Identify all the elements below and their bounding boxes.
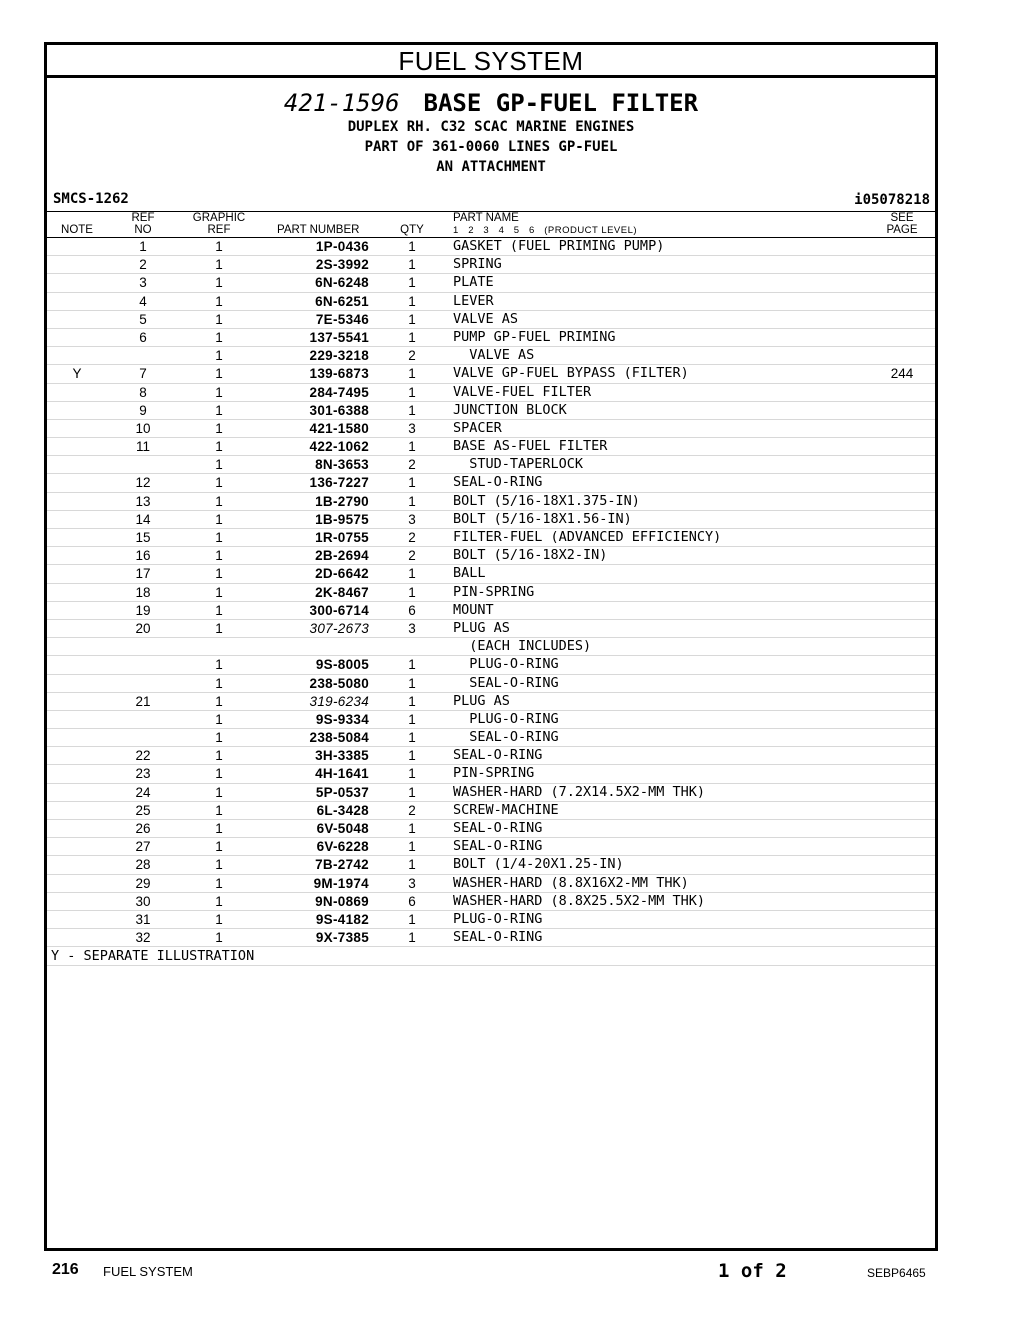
table-row: [47, 784, 935, 802]
part-number-cell: 6N-6248: [315, 275, 369, 291]
qty-cell: 1: [408, 384, 416, 400]
table-row: [47, 638, 935, 656]
graphic-ref-cell: 1: [215, 766, 223, 782]
part-name-cell: SPACER: [453, 419, 502, 436]
ref-no-cell: 6: [139, 329, 147, 345]
col-qty: QTY: [400, 224, 424, 236]
group-heading: [47, 78, 935, 177]
table-row: [47, 929, 935, 947]
note-cell: Y: [72, 366, 82, 382]
part-name-cell: PIN-SPRING: [453, 583, 535, 600]
illustration-id: i05078218: [854, 192, 930, 208]
part-name-cell: VALVE-FUEL FILTER: [453, 383, 592, 400]
table-row: [47, 729, 935, 747]
part-name-cell: BASE AS-FUEL FILTER: [453, 438, 608, 455]
table-row: [47, 656, 935, 674]
qty-cell: 1: [408, 366, 416, 382]
qty-cell: 1: [408, 930, 416, 946]
graphic-ref-cell: 1: [215, 366, 223, 382]
table-row: [47, 365, 935, 383]
part-name-cell: VALVE GP-FUEL BYPASS (FILTER): [453, 365, 689, 382]
table-row: [47, 893, 935, 911]
part-name-cell: FILTER-FUEL (ADVANCED EFFICIENCY): [453, 529, 722, 545]
section-title: FUEL SYSTEM: [47, 45, 935, 78]
part-number-cell: 8N-3653: [315, 457, 369, 473]
part-name-cell: WASHER-HARD (8.8X16X2-MM THK): [453, 874, 689, 891]
graphic-ref-cell: 1: [215, 857, 223, 873]
part-number-cell: 1B-2790: [315, 493, 369, 509]
graphic-ref-cell: 1: [215, 748, 223, 764]
qty-cell: 1: [408, 311, 416, 327]
part-name-cell: PUMP GP-FUEL PRIMING: [453, 328, 616, 345]
part-name-cell: WASHER-HARD (7.2X14.5X2-MM THK): [453, 783, 705, 800]
graphic-ref-cell: 1: [215, 675, 223, 691]
ref-no-cell: 29: [135, 875, 151, 891]
part-number-cell: 6V-5048: [316, 821, 369, 836]
graphic-ref-cell: 1: [215, 693, 223, 709]
ref-no-cell: 8: [139, 384, 147, 400]
table-row: [47, 511, 935, 529]
ref-no-cell: 22: [135, 748, 151, 764]
table-row: [47, 420, 935, 438]
graphic-ref-cell: 1: [215, 657, 223, 673]
col-part-number: PART NUMBER: [277, 224, 360, 236]
part-name-cell: PLATE: [453, 274, 494, 291]
graphic-ref-cell: 1: [215, 784, 223, 800]
ref-no-cell: 28: [135, 857, 151, 873]
qty-cell: 1: [408, 821, 416, 836]
part-number-cell: 2D-6642: [315, 566, 369, 582]
table-row: [47, 238, 935, 256]
qty-cell: 1: [408, 693, 416, 709]
page-number: 216: [52, 1261, 79, 1278]
part-number-cell: 9S-4182: [315, 911, 369, 927]
table-row: [47, 747, 935, 765]
ref-no-cell: 3: [139, 275, 147, 291]
part-number-cell: 6N-6251: [315, 293, 369, 309]
graphic-ref-cell: 1: [215, 620, 223, 636]
graphic-ref-cell: 1: [215, 730, 223, 746]
ref-no-cell: 20: [135, 620, 151, 636]
graphic-ref-cell: 1: [215, 311, 223, 327]
part-number-cell: 1R-0755: [315, 530, 369, 545]
table-row: [47, 274, 935, 292]
ref-no-cell: 1: [139, 239, 147, 254]
col-product-levels: 1 2 3 4 5 6 (PRODUCT LEVEL): [453, 225, 638, 236]
qty-cell: 1: [408, 475, 416, 491]
part-name-cell: SEAL-O-RING: [453, 838, 543, 855]
part-number-cell: 2B-2694: [315, 548, 369, 564]
table-row: [47, 911, 935, 929]
col-see-bottom: PAGE: [886, 224, 918, 236]
col-ref-bottom: NO: [134, 224, 152, 236]
part-number-cell: 5P-0537: [315, 784, 369, 800]
qty-cell: 1: [408, 439, 416, 455]
graphic-ref-cell: 1: [215, 457, 223, 473]
part-name-cell: PLUG-O-RING: [453, 656, 559, 673]
ref-no-cell: 10: [135, 420, 151, 436]
qty-cell: 6: [408, 893, 416, 909]
graphic-ref-cell: 1: [215, 329, 223, 345]
ref-no-cell: 31: [135, 911, 151, 927]
qty-cell: 3: [408, 875, 416, 891]
ref-no-cell: 24: [135, 784, 151, 800]
qty-cell: 3: [408, 420, 416, 436]
graphic-ref-cell: 1: [215, 584, 223, 600]
part-number-cell: 7E-5346: [315, 311, 369, 327]
ref-no-cell: 15: [135, 530, 151, 545]
part-name-cell: VALVE AS: [453, 347, 535, 364]
table-row: [47, 711, 935, 729]
table-row: [47, 311, 935, 329]
part-number-cell: 2S-3992: [315, 257, 369, 273]
heading-line-3: AN ATTACHMENT: [436, 159, 546, 175]
ref-no-cell: 27: [135, 839, 151, 855]
graphic-ref-cell: 1: [215, 511, 223, 527]
part-name-cell: VALVE AS: [453, 310, 519, 327]
part-name-cell: PLUG-O-RING: [453, 710, 559, 727]
part-number-cell: 136-7227: [309, 475, 369, 491]
part-name-cell: WASHER-HARD (8.8X25.5X2-MM THK): [453, 892, 705, 909]
col-graphic-bottom: REF: [207, 224, 231, 236]
ref-no-cell: 13: [135, 493, 151, 509]
ref-no-cell: 4: [139, 293, 147, 309]
qty-cell: 2: [408, 548, 416, 564]
qty-cell: 1: [408, 784, 416, 800]
part-number-cell: 9X-7385: [315, 930, 369, 946]
ref-no-cell: 18: [135, 584, 151, 600]
part-name-cell: JUNCTION BLOCK: [453, 401, 567, 418]
graphic-ref-cell: 1: [215, 930, 223, 946]
document-code: SEBP6465: [867, 1266, 926, 1280]
part-number-cell: 2K-8467: [315, 584, 369, 600]
table-row: [47, 347, 935, 365]
graphic-ref-cell: 1: [215, 711, 223, 727]
table-row: [47, 584, 935, 602]
see-page-cell: 244: [890, 366, 914, 382]
qty-cell: 1: [408, 293, 416, 309]
qty-cell: 1: [408, 584, 416, 600]
qty-cell: 1: [408, 839, 416, 855]
graphic-ref-cell: 1: [215, 293, 223, 309]
ref-no-cell: 14: [135, 511, 151, 527]
footnote: Y - SEPARATE ILLUSTRATION: [47, 947, 935, 966]
part-name-cell: PLUG AS: [453, 619, 510, 636]
ref-no-cell: 2: [139, 257, 147, 273]
part-name-cell: SCREW-MACHINE: [453, 801, 559, 818]
part-name-cell: (EACH INCLUDES): [453, 638, 592, 655]
qty-cell: 1: [408, 402, 416, 418]
qty-cell: 1: [408, 766, 416, 782]
part-number-cell: 9S-9334: [315, 711, 369, 727]
table-row: [47, 620, 935, 638]
table-row: [47, 329, 935, 347]
table-row: [47, 384, 935, 402]
qty-cell: 1: [408, 675, 416, 691]
table-row: [47, 293, 935, 311]
group-part-number: 421-1596: [283, 89, 400, 117]
part-number-cell: 238-5080: [309, 675, 369, 691]
qty-cell: 1: [408, 493, 416, 509]
table-row: [47, 402, 935, 420]
part-number-cell: 301-6388: [309, 402, 369, 418]
part-number-cell: 7B-2742: [315, 857, 369, 873]
qty-cell: 2: [408, 802, 416, 818]
part-name-cell: MOUNT: [453, 601, 494, 618]
table-row: [47, 547, 935, 565]
graphic-ref-cell: 1: [215, 420, 223, 436]
part-name-cell: BOLT (5/16-18X1.375-IN): [453, 492, 640, 509]
part-number-cell: 9N-0869: [315, 893, 369, 909]
parts-list: [47, 238, 935, 947]
ref-no-cell: 7: [139, 366, 147, 382]
graphic-ref-cell: 1: [215, 911, 223, 927]
ref-no-cell: 5: [139, 311, 147, 327]
ref-no-cell: 21: [135, 693, 151, 709]
table-row: [47, 529, 935, 547]
smcs-code: SMCS-1262: [53, 191, 129, 207]
graphic-ref-cell: 1: [215, 802, 223, 818]
qty-cell: 1: [408, 329, 416, 345]
ref-no-cell: 12: [135, 475, 151, 491]
table-row: [47, 675, 935, 693]
ref-no-cell: 25: [135, 802, 151, 818]
part-number-cell: 238-5084: [309, 730, 369, 746]
graphic-ref-cell: 1: [215, 402, 223, 418]
graphic-ref-cell: 1: [215, 275, 223, 291]
table-row: [47, 456, 935, 474]
page-footer: [0, 1260, 1020, 1290]
part-name-cell: SPRING: [453, 256, 502, 273]
part-number-cell: 9S-8005: [315, 657, 369, 673]
table-row: [47, 802, 935, 820]
qty-cell: 1: [408, 566, 416, 582]
graphic-ref-cell: 1: [215, 384, 223, 400]
graphic-ref-cell: 1: [215, 839, 223, 855]
graphic-ref-cell: 1: [215, 530, 223, 545]
graphic-ref-cell: 1: [215, 475, 223, 491]
table-row: [47, 602, 935, 620]
page-of: 1 of 2: [718, 1260, 787, 1282]
part-number-cell: 422-1062: [309, 439, 369, 455]
ref-no-cell: 23: [135, 766, 151, 782]
col-ref-top: REF: [131, 212, 155, 224]
qty-cell: 1: [408, 857, 416, 873]
part-number-cell: 421-1580: [309, 420, 369, 436]
column-header: [47, 212, 935, 238]
qty-cell: 3: [408, 620, 416, 636]
ref-no-cell: 17: [135, 566, 151, 582]
qty-cell: 2: [408, 530, 416, 545]
part-name-cell: STUD-TAPERLOCK: [453, 456, 584, 473]
part-number-cell: 1B-9575: [315, 511, 369, 527]
table-row: [47, 820, 935, 838]
qty-cell: 2: [408, 348, 416, 364]
graphic-ref-cell: 1: [215, 348, 223, 364]
part-number-cell: 1P-0436: [315, 239, 369, 254]
part-number-cell: 319-6234: [309, 693, 369, 709]
qty-cell: 1: [408, 257, 416, 273]
qty-cell: 1: [408, 911, 416, 927]
part-name-cell: LEVER: [453, 292, 494, 309]
part-name-cell: SEAL-O-RING: [453, 674, 559, 691]
heading-line-1: DUPLEX RH. C32 SCAC MARINE ENGINES: [347, 119, 635, 135]
part-name-cell: GASKET (FUEL PRIMING PUMP): [453, 238, 665, 254]
ref-no-cell: 11: [135, 439, 150, 455]
part-name-cell: PIN-SPRING: [453, 765, 535, 782]
part-name-cell: SEAL-O-RING: [453, 474, 543, 491]
qty-cell: 1: [408, 657, 416, 673]
part-name-cell: SEAL-O-RING: [453, 729, 559, 746]
part-number-cell: 307-2673: [309, 620, 369, 636]
parts-page-frame: [44, 42, 938, 1251]
part-number-cell: 139-6873: [309, 366, 369, 382]
table-row: [47, 565, 935, 583]
meta-line: [47, 191, 935, 212]
col-part-name: PART NAME: [453, 212, 519, 224]
graphic-ref-cell: 1: [215, 821, 223, 836]
part-name-cell: SEAL-O-RING: [453, 747, 543, 764]
part-name-cell: BALL: [453, 565, 486, 582]
part-name-cell: PLUG AS: [453, 692, 510, 709]
part-number-cell: 137-5541: [309, 329, 369, 345]
graphic-ref-cell: 1: [215, 566, 223, 582]
ref-no-cell: 9: [139, 402, 147, 418]
table-row: [47, 256, 935, 274]
part-number-cell: 9M-1974: [313, 875, 369, 891]
table-row: [47, 856, 935, 874]
table-row: [47, 438, 935, 456]
heading-line-2: PART OF 361-0060 LINES GP-FUEL: [364, 139, 618, 155]
group-title-line: [47, 89, 935, 117]
graphic-ref-cell: 1: [215, 239, 223, 254]
qty-cell: 1: [408, 239, 416, 254]
part-name-cell: BOLT (1/4-20X1.25-IN): [453, 856, 624, 873]
qty-cell: 1: [408, 275, 416, 291]
col-graphic-top: GRAPHIC: [192, 212, 246, 224]
group-part-title: BASE GP-FUEL FILTER: [423, 89, 699, 117]
table-row: [47, 765, 935, 783]
part-number-cell: 4H-1641: [315, 766, 369, 782]
part-name-cell: BOLT (5/16-18X2-IN): [453, 547, 608, 564]
part-number-cell: 3H-3385: [315, 748, 369, 764]
part-name-cell: SEAL-O-RING: [453, 929, 543, 946]
footer-section: FUEL SYSTEM: [103, 1264, 193, 1279]
ref-no-cell: 26: [135, 821, 151, 836]
part-name-cell: SEAL-O-RING: [453, 820, 543, 836]
ref-no-cell: 30: [135, 893, 151, 909]
part-number-cell: 6L-3428: [316, 802, 369, 818]
qty-cell: 1: [408, 711, 416, 727]
ref-no-cell: 19: [135, 602, 151, 618]
part-name-cell: BOLT (5/16-18X1.56-IN): [453, 510, 632, 527]
col-see-top: SEE: [890, 212, 914, 224]
table-row: [47, 493, 935, 511]
part-number-cell: 229-3218: [309, 348, 369, 364]
graphic-ref-cell: 1: [215, 257, 223, 273]
qty-cell: 6: [408, 602, 416, 618]
qty-cell: 3: [408, 511, 416, 527]
qty-cell: 1: [408, 748, 416, 764]
graphic-ref-cell: 1: [215, 439, 223, 455]
graphic-ref-cell: 1: [215, 893, 223, 909]
part-name-cell: PLUG-O-RING: [453, 910, 543, 927]
graphic-ref-cell: 1: [215, 548, 223, 564]
graphic-ref-cell: 1: [215, 493, 223, 509]
part-number-cell: 284-7495: [309, 384, 369, 400]
table-row: [47, 838, 935, 856]
ref-no-cell: 32: [135, 930, 151, 946]
table-row: [47, 875, 935, 893]
part-number-cell: 6V-6228: [316, 839, 369, 855]
qty-cell: 1: [408, 730, 416, 746]
graphic-ref-cell: 1: [215, 602, 223, 618]
table-row: [47, 474, 935, 492]
qty-cell: 2: [408, 457, 416, 473]
ref-no-cell: 16: [135, 548, 151, 564]
part-number-cell: 300-6714: [309, 602, 369, 618]
graphic-ref-cell: 1: [215, 875, 223, 891]
col-note: NOTE: [61, 224, 93, 236]
table-row: [47, 693, 935, 711]
